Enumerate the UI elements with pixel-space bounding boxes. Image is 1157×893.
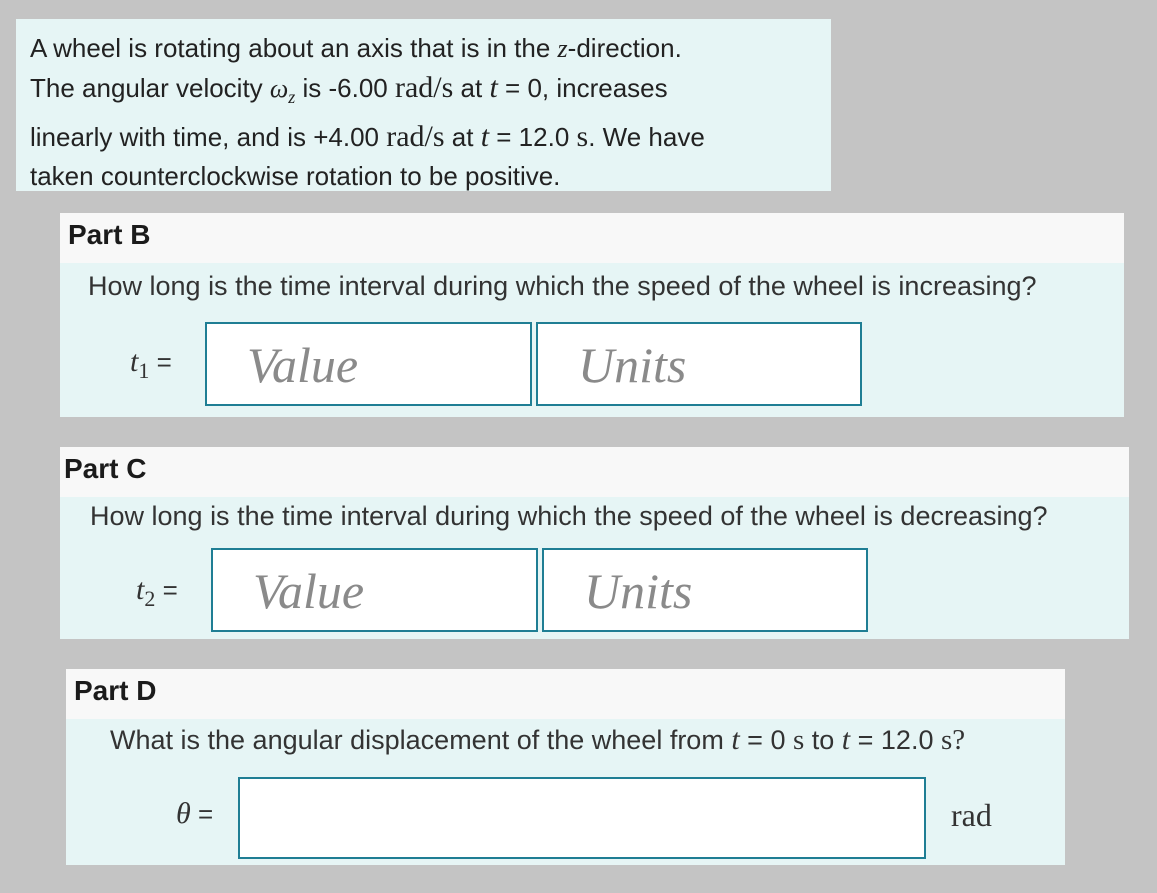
part-b-value-input[interactable]: Value [205, 322, 532, 406]
part-c-title: Part C [64, 453, 147, 484]
problem-statement [16, 19, 831, 191]
problem-line-3: linearly with time, and is +4.00 rad/s at t = 12.0 s. We have [30, 120, 705, 154]
part-b-question: How long is the time interval during which the speed of the wheel is increasing? [82, 267, 1037, 302]
part-b-variable-label: $t_1$ = [130, 345, 172, 383]
part-b [60, 213, 1124, 417]
part-d-header [66, 669, 1065, 719]
part-d-answer-input[interactable] [238, 777, 926, 859]
problem-line-4: taken counterclockwise rotation to be positive. [30, 161, 561, 192]
part-b-header [60, 213, 1124, 263]
part-b-title: Part B [68, 219, 151, 250]
part-d-unit-label: rad [951, 797, 992, 833]
part-d [66, 669, 1065, 865]
part-d-variable-label: θ = [176, 797, 214, 830]
part-c-variable-label: $t_2$ = [136, 573, 178, 611]
part-c-units-input[interactable]: Units [542, 548, 868, 632]
part-b-units-input[interactable]: Units [536, 322, 862, 406]
problem-line-1: A wheel is rotating about an axis that is in the z-direction. [30, 33, 682, 63]
part-c-header [60, 447, 1129, 497]
part-d-title: Part D [74, 675, 157, 706]
part-c [60, 447, 1129, 639]
part-d-question: What is the angular displacement of the wheel from t = 0 s to t = 12.0 s? [104, 719, 965, 757]
part-c-value-input[interactable]: Value [211, 548, 538, 632]
part-c-question: How long is the time interval during which the speed of the wheel is decreasing? [84, 497, 1048, 532]
problem-line-2: The angular velocity $\omega_z$ is -6.00 rad/s at t = 0, increases [30, 71, 668, 108]
